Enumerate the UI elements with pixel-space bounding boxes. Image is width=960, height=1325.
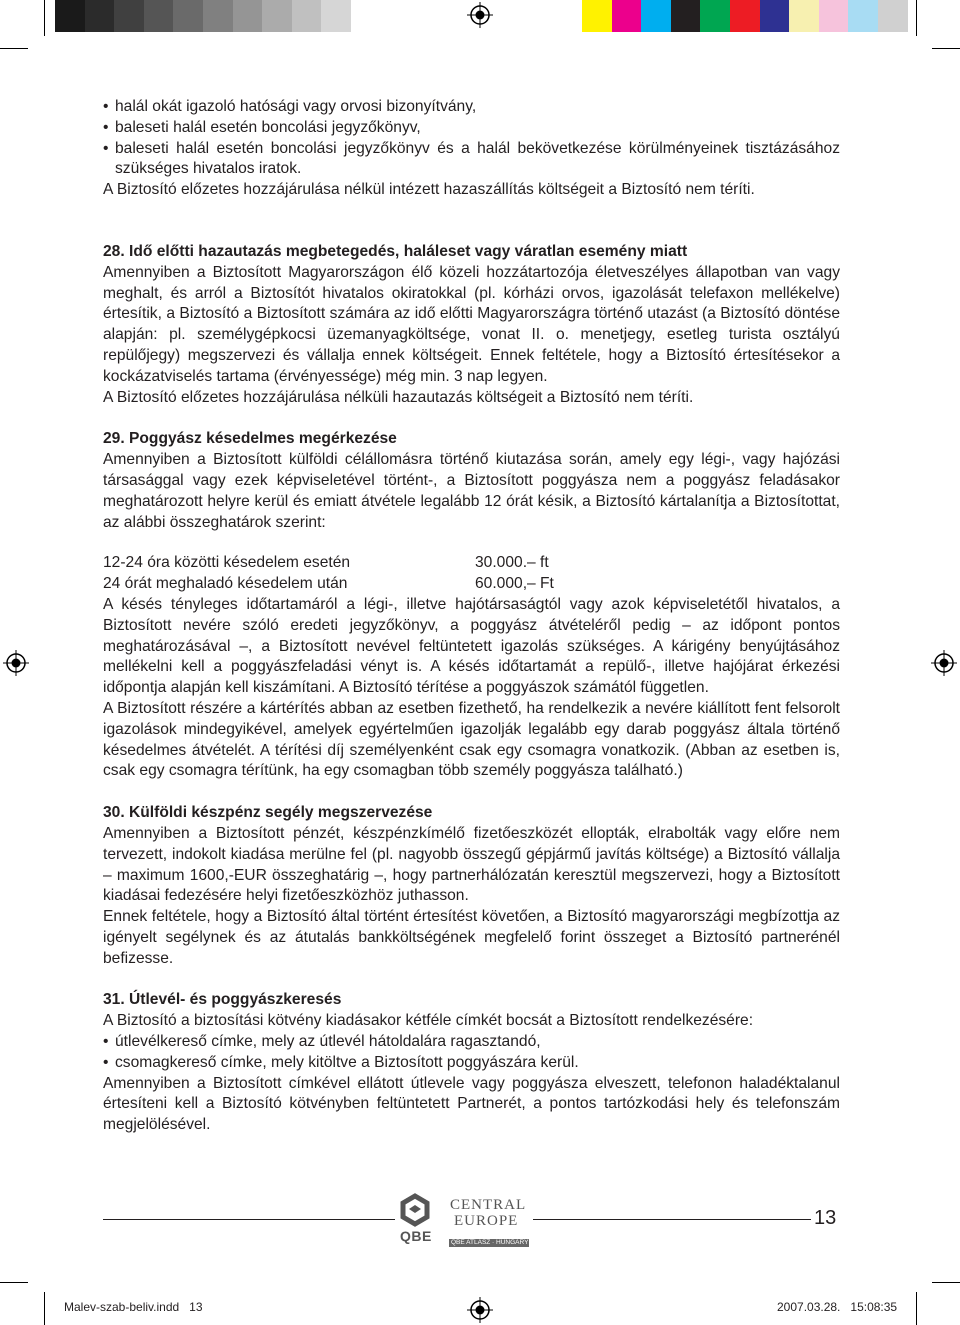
color-swatch	[262, 0, 292, 32]
print-timestamp: 2007.03.28. 15:08:35	[777, 1300, 898, 1314]
list-item: • halál okát igazoló hatósági vagy orvosi bizonyítvány,	[103, 97, 840, 118]
color-swatch	[700, 0, 730, 32]
crop-mark	[916, 1292, 917, 1325]
section-heading: 30. Külföldi készpénz segély megszervezése	[103, 804, 433, 822]
color-swatch	[612, 0, 642, 32]
footer-rule	[533, 1219, 811, 1220]
crop-mark	[44, 1292, 45, 1325]
color-swatch	[233, 0, 263, 32]
paragraph: A Biztosító előzetes hozzájárulása nélkül intézett hazaszállítás költségeit a Biztosító nem téríti.	[103, 181, 755, 199]
page-number: 13	[814, 1207, 837, 1229]
crop-mark	[44, 0, 45, 36]
color-swatch	[760, 0, 790, 32]
amount-label: 12-24 óra közötti késedelem esetén	[103, 554, 351, 572]
color-swatch	[55, 0, 85, 32]
amount-row	[103, 574, 840, 595]
paragraph: A Biztosító a biztosítási kötvény kiadásakor kétféle címkét bocsát a Biztosított rendelkezésére:	[103, 1012, 754, 1030]
amount-value: 30.000.– ft	[475, 554, 549, 572]
registration-mark-icon	[931, 650, 957, 676]
color-swatch	[848, 0, 878, 32]
color-swatch	[641, 0, 671, 32]
color-swatch	[671, 0, 701, 32]
color-swatch	[114, 0, 144, 32]
crop-mark	[932, 1282, 960, 1283]
page-body	[103, 97, 840, 1136]
color-swatch	[85, 0, 115, 32]
grayscale-color-bar	[55, 0, 351, 32]
color-swatch	[878, 0, 908, 32]
list-item: • baleseti halál esetén boncolási jegyzőkönyv,	[103, 118, 840, 139]
paragraph: Amennyiben a Biztosított címkével ellátott útlevele vagy poggyásza elveszett, telefonon haladéktalanul értesíteni kell a Biztosító kötvényben feltüntetett Partnerét, a pontos tartózkodási hely és telefonszám megjelölésével.	[103, 1074, 840, 1134]
registration-mark-icon	[467, 1297, 493, 1323]
company-logo	[399, 1193, 533, 1247]
paragraph: Ennek feltétele, hogy a Biztosító által történt értesítést követően, a Biztosító magyarországi megbízottja az igényelt segélynek és az átutalás bankköltségének megfelelő forint összeget a Biztosító partnerénél befizesse.	[103, 908, 840, 967]
color-swatch	[173, 0, 203, 32]
list-item: • útlevélkereső címke, mely az útlevél hátoldalára ragasztandó,	[103, 1032, 840, 1053]
logo-europe: EUROPE	[454, 1213, 519, 1229]
crop-mark	[932, 48, 960, 49]
color-swatch	[789, 0, 819, 32]
color-swatch	[819, 0, 849, 32]
amount-label: 24 órát meghaladó késedelem után	[103, 575, 348, 593]
logo-tagline: QBE ATLASZ · HUNGARY	[451, 1239, 529, 1246]
paragraph: Amennyiben a Biztosított pénzét, készpénzkímélő fizetőeszközét ellopták, elrabolták vagy előre nem tervezett, indokolt kiadása merülne fel (pl. nagyobb összegű gépjármű javítás költsége) a Biztosító vállalja – maximum 1600,-EUR összeghatárig –, hogy partnerhálózatán keresztül megszervezi, hogy a Biztosított kiadásai fedezésére helyi fizetőeszközhöz juthasson.	[103, 824, 840, 905]
registration-mark-icon	[467, 2, 493, 28]
color-swatch	[292, 0, 322, 32]
crop-mark	[0, 1282, 28, 1283]
list-item: • csomagkereső címke, mely kitöltve a Biztosított poggyászára kerül.	[103, 1053, 840, 1074]
color-swatch	[321, 0, 351, 32]
footer-rule	[103, 1219, 395, 1220]
paragraph: Amennyiben a Biztosított Magyarországon élő közeli hozzátartozója életveszélyes állapotban van vagy meghalt, és arról a Biztosítót hivatalos okiratokkal (pl. kórházi orvos, igazolását telefaxon mellékelve) értesítik, a Biztosító a Biztosított számára az idő előtti Magyarországra történő utazást (a Biztosító döntése alapján: pl. személygépkocsi üzemanyagköltsége, vonat II. o. menetjegy, esetleg turista osztályú repülőjegy) megszervezi és vállalja ennek költségeit. Ennek feltétele, hogy a Biztosító értesítésekor a kockázatviselés tartama (érvényessége) még min. 3 nap legyen.	[103, 263, 840, 385]
section-heading: 31. Útlevél- és poggyászkeresés	[103, 991, 342, 1009]
cmyk-color-bar	[582, 0, 908, 32]
paragraph: Amennyiben a Biztosított külföldi célállomásra történő kiutazása során, amely egy légi-, vagy hajózási társasággal vagy ezek képviseletével történt-, a Biztosított poggyásza nem a poggyász feladásakor meghatározott helyre kerül és emiatt átvétele legalább 12 órát késik, a Biztosító kártalanítja a Biztosítottat, az alábbi összeghatárok szerint:	[103, 451, 840, 531]
color-swatch	[730, 0, 760, 32]
section-heading: 28. Idő előtti hazautazás megbetegedés, haláleset vagy váratlan esemény miatt	[103, 242, 688, 260]
logo-brand: QBE	[400, 1228, 432, 1244]
crop-mark	[916, 0, 917, 36]
section-heading: 29. Poggyász késedelmes megérkezése	[103, 430, 397, 448]
paragraph: A Biztosító előzetes hozzájárulása nélküli hazautazás költségeit a Biztosító nem téríti.	[103, 388, 694, 406]
file-slug: Malev-szab-beliv.indd 13	[64, 1300, 203, 1314]
logo-central: CENTRAL	[450, 1197, 527, 1213]
list-item: • baleseti halál esetén boncolási jegyzőkönyv és a halál bekövetkezése körülményeinek tisztázásához szükséges hivatalos iratok.	[103, 139, 840, 181]
color-swatch	[144, 0, 174, 32]
registration-mark-icon	[3, 650, 29, 676]
color-swatch	[203, 0, 233, 32]
amount-row	[103, 553, 840, 574]
color-swatch	[582, 0, 612, 32]
paragraph: A Biztosított részére a kártérítés abban az esetben fizethető, ha rendelkezik a nevére kiállított fent felsorolt igazolások mindegyikével, amelyek egyértelműen igazolják legalább egy darab poggyász általa történő késedelmes átvételét. A térítési díj személyenként csak egy csomagra vonatkozik. (Abban az esetben is, csak egy csomagra térítünk, ha egy csomagban több személy poggyásza található.)	[103, 699, 840, 780]
amount-value: 60.000,– Ft	[475, 575, 554, 593]
crop-mark	[0, 48, 28, 49]
paragraph: A késés tényleges időtartamáról a légi-, illetve hajótársaságtól vagy azok képviseletétől hivatalos, a Biztosított nevére szóló eredeti jegyzőkönyv, a poggyász átvételéről pedig – az időpont pontos meghatározásával –, a Biztosított nevével feltüntetett igazolás szükséges. A kárigény benyújtásához mellékelni kell a poggyászfeladási vényt is. A késés időtartamát a repülő-, illetve hajójárat érkezési időpontja alapján kell kiszámítani. A Biztosító térítése a poggyászok számától független.	[103, 595, 840, 697]
